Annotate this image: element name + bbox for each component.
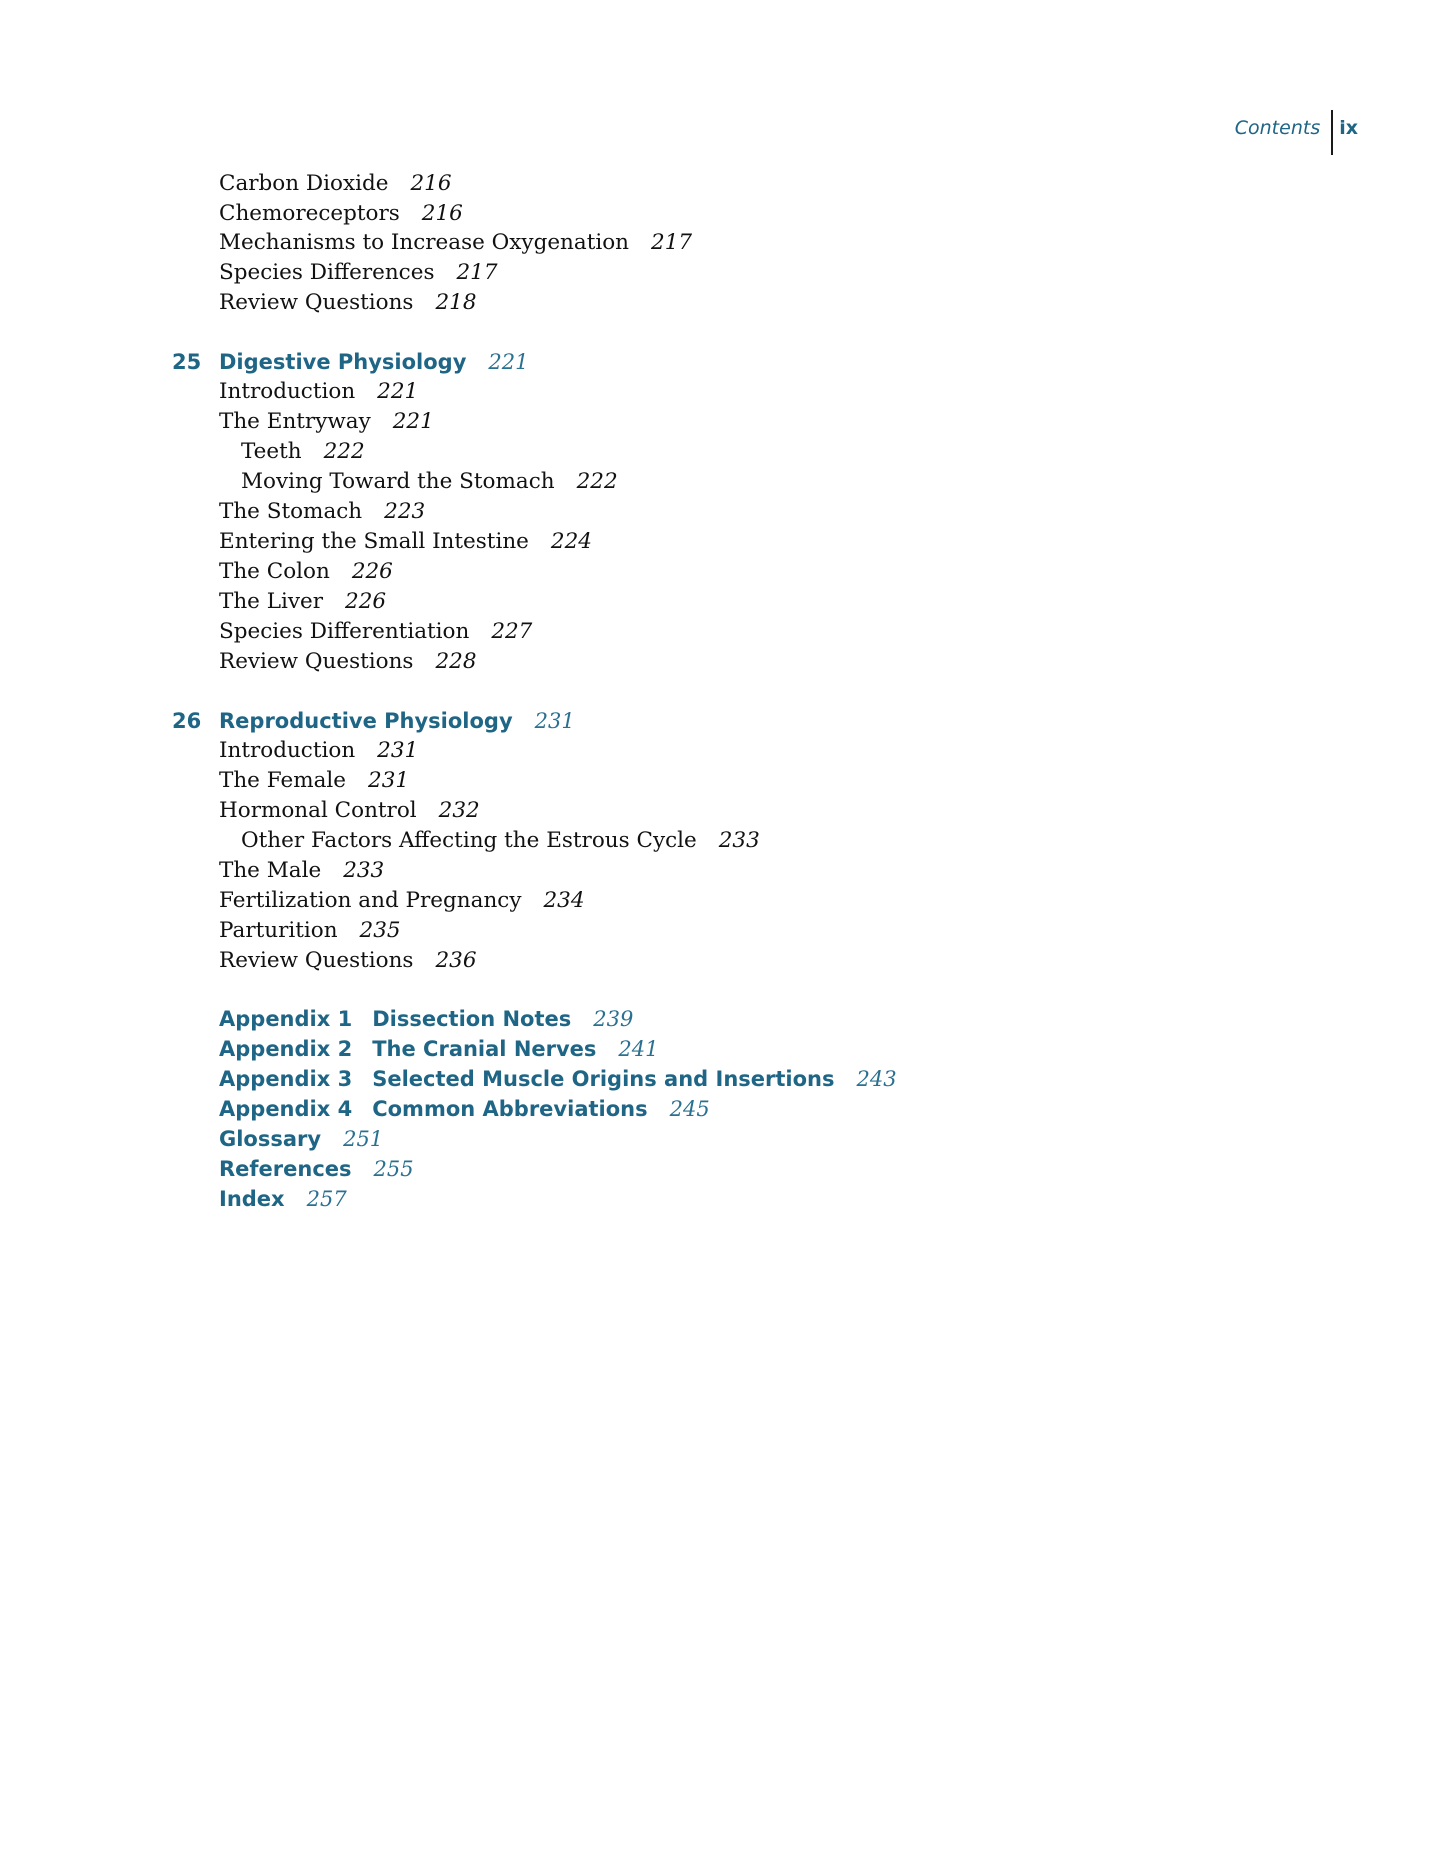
toc-entry [219, 886, 585, 916]
appendix-label: Appendix 3 [219, 1067, 353, 1091]
entry-page: 223 [384, 499, 426, 524]
entry-title: Fertilization and Pregnancy [219, 888, 522, 913]
chapter-heading [172, 347, 528, 377]
appendix-title: Selected Muscle Origins and Insertions [372, 1067, 835, 1091]
entry-title: The Male [219, 858, 322, 883]
toc-entry [219, 587, 386, 617]
entry-title: The Colon [219, 559, 330, 584]
index-page: 257 [306, 1187, 347, 1211]
toc-entry [219, 916, 401, 946]
entry-title: The Female [219, 768, 347, 793]
glossary-entry [219, 1124, 383, 1154]
toc-entry [219, 199, 463, 229]
entry-page: 217 [651, 230, 693, 255]
entry-page: 221 [377, 379, 419, 404]
entry-page: 235 [359, 918, 401, 943]
entry-page: 233 [718, 828, 760, 853]
toc-entry [219, 497, 425, 527]
entry-page: 236 [435, 948, 477, 973]
entry-title: Species Differentiation [219, 619, 470, 644]
entry-page: 231 [377, 738, 419, 763]
index-title: Index [219, 1187, 285, 1211]
toc-entry [219, 169, 452, 199]
toc-subentry [241, 467, 618, 497]
toc-entry [219, 527, 592, 557]
entry-title: Chemoreceptors [219, 201, 400, 226]
appendix-title: Common Abbreviations [372, 1097, 648, 1121]
toc-entry [219, 228, 692, 258]
entry-page: 234 [543, 888, 585, 913]
toc-entry [219, 557, 393, 587]
appendix-entry [219, 1094, 710, 1124]
chapter-number: 26 [172, 709, 202, 733]
appendix-title: Dissection Notes [372, 1007, 572, 1031]
entry-title: Review Questions [219, 649, 414, 674]
toc-entry [219, 288, 477, 318]
appendix-entry [219, 1034, 659, 1064]
entry-title: Teeth [241, 439, 302, 464]
toc-entry [219, 258, 498, 288]
chapter-number: 25 [172, 350, 202, 374]
appendix-entry [219, 1004, 633, 1034]
entry-title: The Liver [219, 589, 324, 614]
entry-page: 217 [456, 260, 498, 285]
toc-subentry [241, 437, 365, 467]
glossary-title: Glossary [219, 1127, 322, 1151]
toc-entry [219, 766, 409, 796]
toc-entry [219, 856, 384, 886]
entry-title: Moving Toward the Stomach [241, 469, 555, 494]
entry-title: Hormonal Control [219, 798, 417, 823]
chapter-page: 221 [488, 350, 529, 374]
entry-page: 227 [491, 619, 533, 644]
index-entry [219, 1184, 347, 1214]
entry-page: 226 [351, 559, 393, 584]
entry-page: 222 [323, 439, 365, 464]
appendix-page: 241 [618, 1037, 659, 1061]
entry-page: 224 [550, 529, 592, 554]
appendix-label: Appendix 4 [219, 1097, 353, 1121]
chapter-heading [172, 706, 575, 736]
entry-page: 218 [435, 290, 477, 315]
appendix-page: 239 [593, 1007, 634, 1031]
running-header [1235, 110, 1358, 155]
entry-title: Review Questions [219, 948, 414, 973]
appendix-entry [219, 1064, 897, 1094]
toc-entry [219, 946, 477, 976]
toc-entry [219, 407, 434, 437]
glossary-page: 251 [343, 1127, 384, 1151]
toc-entry [219, 377, 418, 407]
entry-title: Species Differences [219, 260, 435, 285]
entry-page: 221 [392, 409, 434, 434]
entry-page: 222 [576, 469, 618, 494]
entry-title: Mechanisms to Increase Oxygenation [219, 230, 630, 255]
references-title: References [219, 1157, 352, 1181]
entry-title: The Entryway [219, 409, 371, 434]
entry-page: 216 [410, 171, 452, 196]
entry-page: 231 [368, 768, 410, 793]
entry-title: Other Factors Affecting the Estrous Cycle [241, 828, 697, 853]
chapter-title: Reproductive Physiology [219, 709, 513, 733]
appendix-label: Appendix 2 [219, 1037, 353, 1061]
references-page: 255 [373, 1157, 414, 1181]
appendix-page: 245 [669, 1097, 710, 1121]
entry-page: 233 [343, 858, 385, 883]
entry-page: 226 [345, 589, 387, 614]
chapter-page: 231 [534, 709, 575, 733]
entry-title: Carbon Dioxide [219, 171, 389, 196]
header-label: Contents [1234, 117, 1321, 139]
entry-title: Parturition [219, 918, 338, 943]
toc-entry [219, 647, 477, 677]
entry-title: Introduction [219, 379, 356, 404]
chapter-title: Digestive Physiology [219, 350, 467, 374]
appendix-title: The Cranial Nerves [372, 1037, 597, 1061]
entry-title: The Stomach [219, 499, 363, 524]
entry-title: Entering the Small Intestine [219, 529, 529, 554]
entry-page: 216 [421, 201, 463, 226]
toc-entry [219, 796, 480, 826]
toc-subentry [241, 826, 760, 856]
entry-page: 228 [435, 649, 477, 674]
appendix-label: Appendix 1 [219, 1007, 353, 1031]
entry-title: Introduction [219, 738, 356, 763]
entry-title: Review Questions [219, 290, 414, 315]
entry-page: 232 [438, 798, 480, 823]
header-page-number: ix [1339, 117, 1358, 139]
references-entry [219, 1154, 414, 1184]
toc-entry [219, 617, 532, 647]
toc-entry [219, 736, 418, 766]
appendix-page: 243 [856, 1067, 897, 1091]
